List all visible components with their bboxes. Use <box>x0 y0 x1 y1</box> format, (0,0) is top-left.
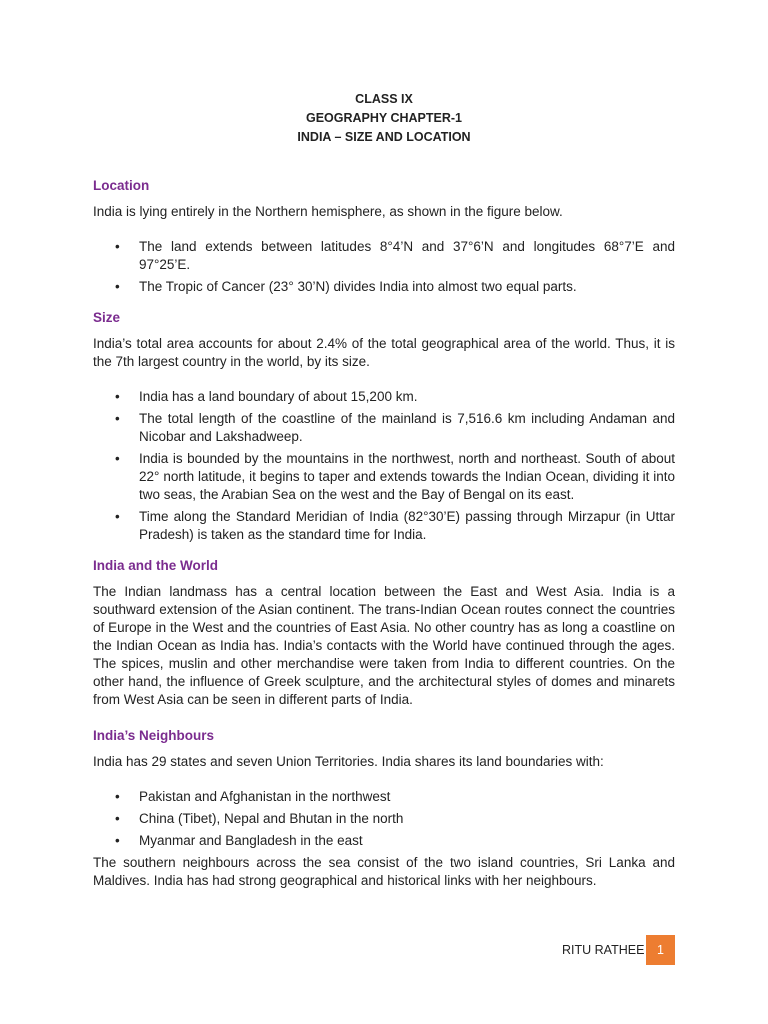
neighbours-closing: The southern neighbours across the sea consist of the two island countries, Sri Lanka and Maldives. India has had strong geographical and historical links with her neighbours. <box>93 855 675 888</box>
list-item: • China (Tibet), Nepal and Bhutan in the north <box>115 811 404 826</box>
list-item: • Pakistan and Afghanistan in the northwest <box>115 789 391 804</box>
bullet-icon: • <box>115 411 120 426</box>
list-item: • Myanmar and Bangladesh in the east <box>115 833 363 848</box>
class-title: CLASS IX <box>355 92 413 106</box>
chapter-title: GEOGRAPHY CHAPTER-1 <box>305 111 463 125</box>
neighbours-intro: India has 29 states and seven Union Territories. India shares its land boundaries with: <box>93 754 604 769</box>
page-number-badge: 1 <box>646 935 675 965</box>
document-header <box>93 90 675 147</box>
section-heading-world: India and the World <box>93 558 219 573</box>
bullet-icon: • <box>115 239 120 254</box>
bullet-icon: • <box>115 451 120 466</box>
list-item: • India is bounded by the mountains in the northwest, north and northeast. South of about 22° north latitude, it begins to taper and extends towards the Indian Ocean, dividing it into two seas, the Arabian Sea on the west and the Bay of Bengal on its east. <box>115 451 675 502</box>
footer-author: RITU RATHEE <box>562 943 645 957</box>
bullet-icon: • <box>115 789 120 804</box>
section-heading-size: Size <box>93 310 121 325</box>
section-heading-location: Location <box>93 178 150 193</box>
size-bullet-list <box>93 388 675 544</box>
bullet-icon: • <box>115 279 120 294</box>
section-heading-neighbours: India’s Neighbours <box>93 728 215 743</box>
document-page <box>93 90 675 890</box>
neighbours-bullet-list <box>93 788 675 850</box>
bullet-icon: • <box>115 389 120 404</box>
bullet-icon: • <box>115 833 120 848</box>
bullet-icon: • <box>115 811 120 826</box>
list-item: • The Tropic of Cancer (23° 30’N) divides India into almost two equal parts. <box>115 279 577 294</box>
list-item: • The total length of the coastline of the mainland is 7,516.6 km including Andaman and Nicobar and Lakshadweep. <box>115 411 675 444</box>
world-body: The Indian landmass has a central location between the East and West Asia. India is a southward extension of the Asian continent. The trans-Indian Ocean routes connect the countries of Europe in the West and the countries of East Asia. No other country has as long a coastline on the Indian Ocean as India has. India’s contacts with the World have continued through the ages. The spices, muslin and other merchandise were taken from India to different countries. On the other hand, the influence of Greek sculpture, and the architectural styles of domes and minarets from West Asia can be seen in different parts of India. <box>93 584 675 707</box>
list-item: • Time along the Standard Meridian of India (82°30’E) passing through Mirzapur (in Uttar Pradesh) is taken as the standard time for India. <box>115 509 675 542</box>
size-intro: India’s total area accounts for about 2.4% of the total geographical area of the world. Thus, it is the 7th largest country in the world, by its size. <box>93 336 675 369</box>
chapter-subtitle: INDIA – SIZE AND LOCATION <box>297 130 471 144</box>
location-bullet-list <box>93 238 675 296</box>
location-intro: India is lying entirely in the Northern hemisphere, as shown in the figure below. <box>93 204 563 219</box>
list-item: • The land extends between latitudes 8°4’N and 37°6’N and longitudes 68°7’E and 97°25’E. <box>115 239 675 272</box>
list-item: • India has a land boundary of about 15,200 km. <box>115 389 418 404</box>
bullet-icon: • <box>115 509 120 524</box>
